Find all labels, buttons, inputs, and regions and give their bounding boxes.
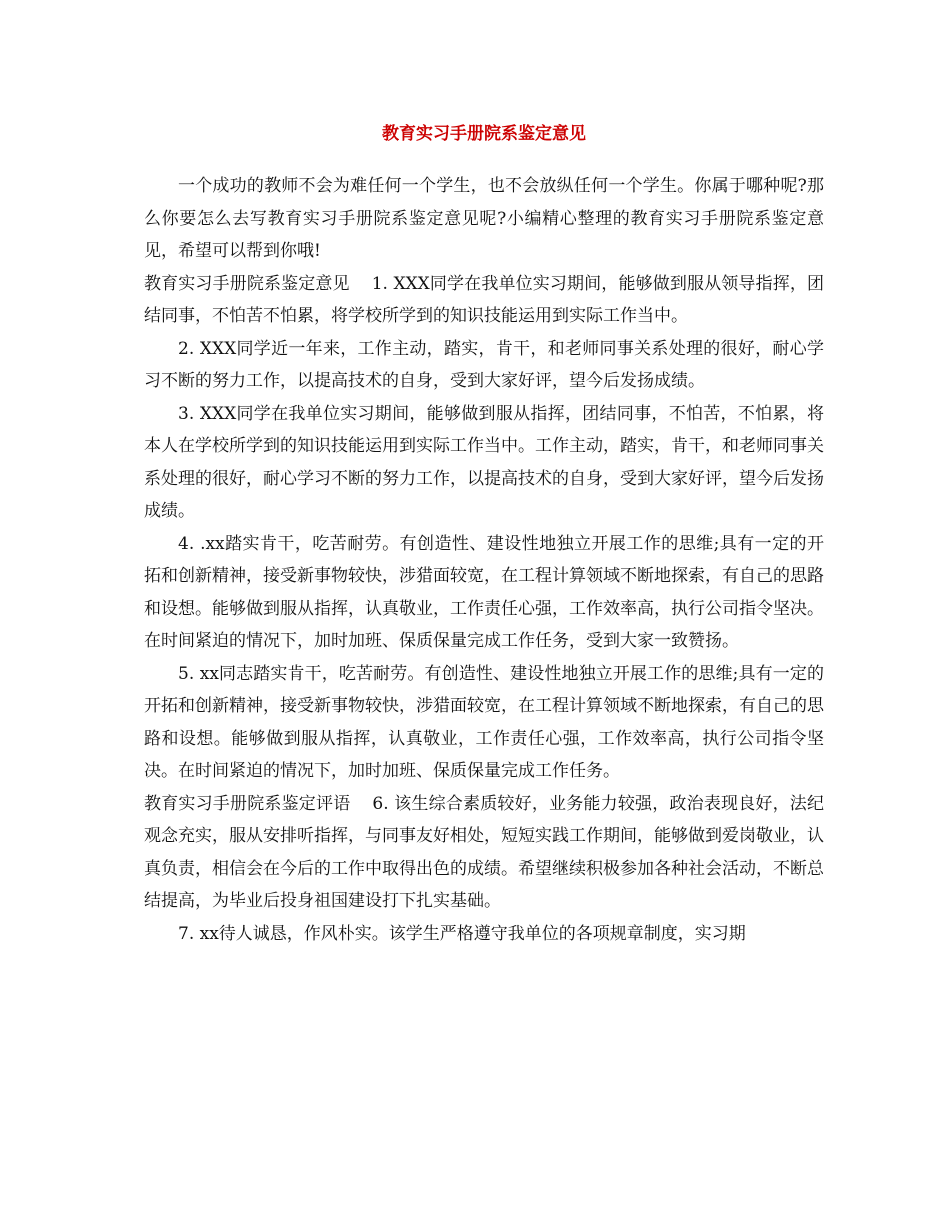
section-paragraph-6 xyxy=(144,788,824,918)
paragraph-text: 2. XXX同学近一年来，工作主动，踏实，肯干，和老师同事关系处理的很好，耐心学习不断的努力工作，以提高技术的自身，受到大家好评，望今后发扬成绩。 xyxy=(144,338,824,391)
paragraph-4 xyxy=(144,528,824,658)
document-title: 教育实习手册院系鉴定意见 xyxy=(382,124,586,144)
paragraph-text: 3. XXX同学在我单位实习期间，能够做到服从指挥，团结同事，不怕苦，不怕累，将本人在学校所学到的知识技能运用到实际工作当中。工作主动，踏实，肯干，和老师同事关系处理的很好，耐心学习不断的努力工作，以提高技术的自身，受到大家好评，望今后发扬成绩。 xyxy=(144,403,824,521)
paragraph-text: 4. .xx踏实肯干，吃苦耐劳。有创造性、建设性地独立开展工作的思维;具有一定的开拓和创新精神，接受新事物较快，涉猎面较宽，在工程计算领域不断地探索，有自己的思路和设想。能够做到服从指挥，认真敬业，工作责任心强，工作效率高，执行公司指令坚决。在时间紧迫的情况下，加时加班、保质保量完成工作任务，受到大家一致赞扬。 xyxy=(144,533,824,651)
paragraph-text: 一个成功的教师不会为难任何一个学生，也不会放纵任何一个学生。你属于哪种呢?那么你要怎么去写教育实习手册院系鉴定意见呢?小编精心整理的教育实习手册院系鉴定意见，希望可以帮到你哦! xyxy=(144,176,824,261)
paragraph-2 xyxy=(144,333,824,398)
section-heading: 教育实习手册院系鉴定评语 xyxy=(144,793,351,814)
paragraph-7 xyxy=(144,918,824,951)
paragraph-3 xyxy=(144,398,824,528)
section-paragraph-1 xyxy=(144,268,824,333)
paragraph-text: 6. 该生综合素质较好，业务能力较强，政治表现良好，法纪观念充实，服从安排听指挥，与同事友好相处，短短实践工作期间，能够做到爱岗敬业，认真负责，相信会在今后的工作中取得出色的成绩。希望继续积极参加各种社会活动，不断总结提高，为毕业后投身祖国建设打下扎实基础。 xyxy=(144,793,825,911)
paragraph-5 xyxy=(144,658,824,788)
intro-paragraph xyxy=(144,170,824,268)
paragraph-text: 1. XXX同学在我单位实习期间，能够做到服从领导指挥，团结同事，不怕苦不怕累，将学校所学到的知识技能运用到实际工作当中。 xyxy=(144,273,824,326)
paragraph-text: 5. xx同志踏实肯干，吃苦耐劳。有创造性、建设性地独立开展工作的思维;具有一定的开拓和创新精神，接受新事物较快，涉猎面较宽，在工程计算领域不断地探索，有自己的思路和设想。能够做到服从指挥，认真敬业，工作责任心强，工作效率高，执行公司指令坚决。在时间紧迫的情况下，加时加班、保质保量完成工作任务。 xyxy=(144,663,824,781)
paragraph-text: 7. xx待人诚恳，作风朴实。该学生严格遵守我单位的各项规章制度，实习期 xyxy=(178,923,746,944)
section-heading: 教育实习手册院系鉴定意见 xyxy=(144,273,350,294)
document-page xyxy=(144,118,824,950)
